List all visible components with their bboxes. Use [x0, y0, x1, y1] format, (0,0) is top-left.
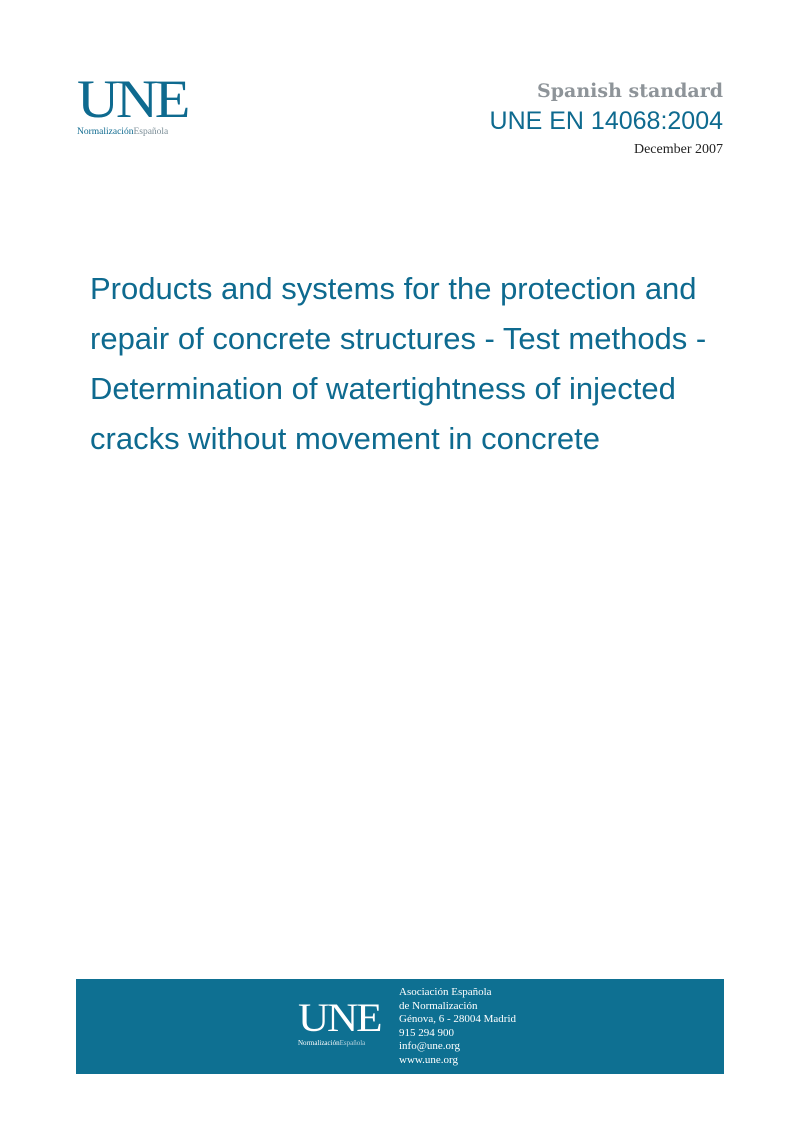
standard-kind: Spanish standard: [537, 80, 723, 102]
footer-une-logo: [298, 995, 381, 1047]
footer-email-link[interactable]: info@une.org: [399, 1040, 460, 1052]
logo-tagline-espanola: Española: [133, 127, 169, 137]
publication-date: December 2007: [633, 142, 723, 157]
document-title: Products and systems for the protection and repair of concrete structures - Test methods - Determination of watertightness of injected cracks without movement in concrete: [90, 271, 707, 456]
standard-header: [490, 78, 723, 160]
footer-phone: 915 294 900: [399, 1026, 454, 1039]
footer-logo-mark: UNE: [298, 995, 381, 1040]
footer-website-link[interactable]: www.une.org: [399, 1053, 458, 1066]
footer-address: Génova, 6 - 28004 Madrid: [399, 1013, 517, 1025]
footer-band: [76, 979, 724, 1074]
une-logo-mark: UNE: [77, 69, 188, 129]
footer-tagline-espanola: Española: [339, 1039, 366, 1047]
footer-org-line-2: de Normalización: [399, 999, 478, 1012]
standard-code: UNE EN 14068:2004: [489, 107, 723, 135]
footer-contact-info: [399, 986, 516, 1067]
une-logo: [77, 69, 207, 137]
footer-org-line-1: Asociación Española: [399, 986, 492, 998]
footer-tagline-normalizacion: Normalización: [298, 1039, 340, 1047]
footer-logo-tagline: [298, 1039, 374, 1047]
logo-tagline-normalizacion: Normalización: [77, 127, 134, 137]
